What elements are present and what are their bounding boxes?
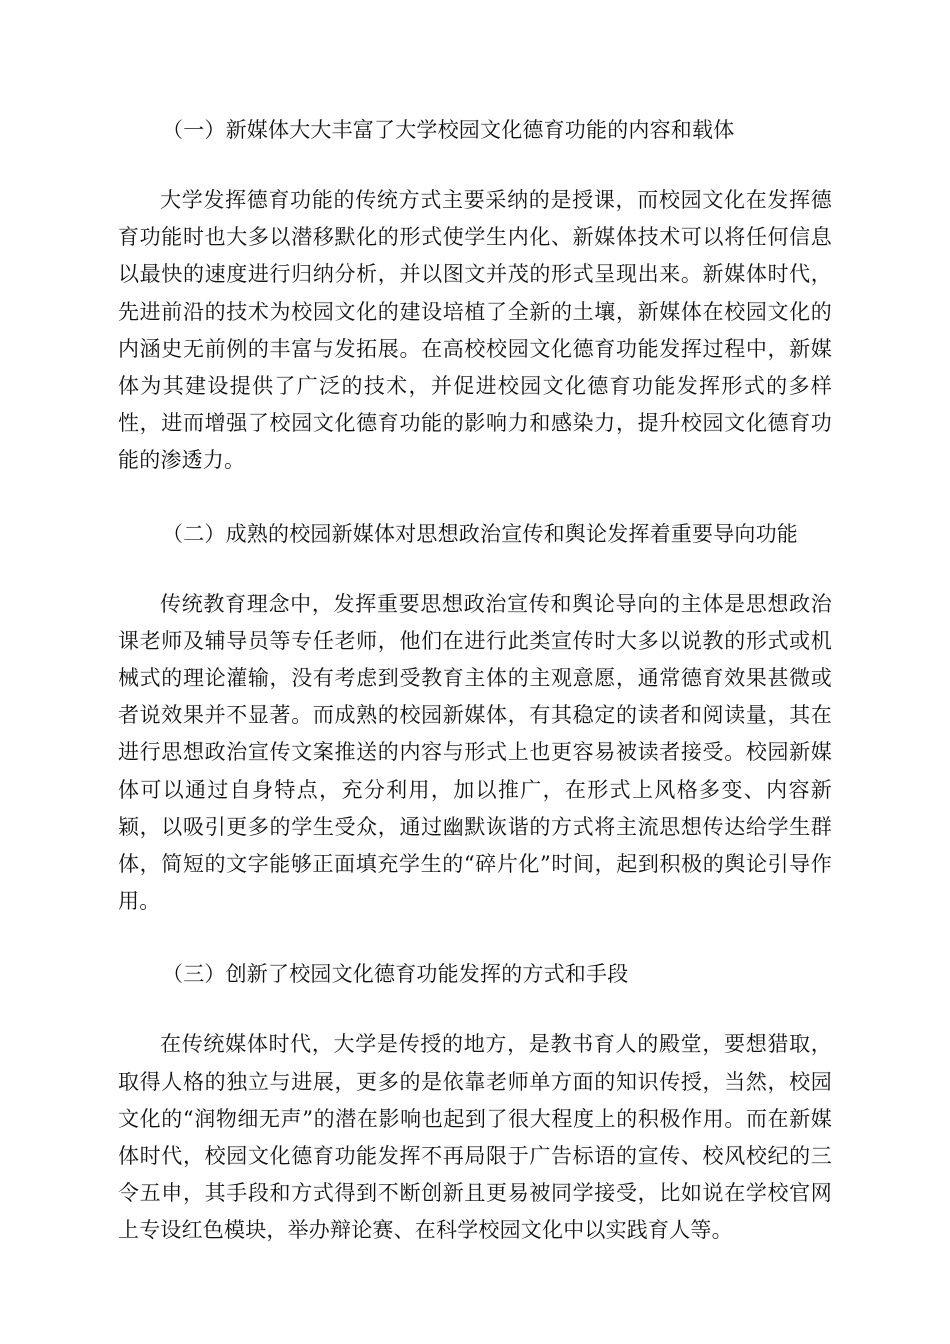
body-paragraph: 传统教育理念中，发挥重要思想政治宣传和舆论导向的主体是思想政治课老师及辅导员等专任老师，他们在进行此类宣传时大多以说教的形式或机械式的理论灌输，没有考虑到受教育主体的主观意愿，通常德育效果甚微或者说效果并不显著。而成熟的校园新媒体，有其稳定的读者和阅读量，其在进行思想政治宣传文案推送的内容与形式上也更容易被读者接受。校园新媒体可以通过自身特点，充分利用，加以推广，在形式上风格多变、内容新颖，以吸引更多的学生受众，通过幽默诙谐的方式将主流思想传达给学生群体，简短的文字能够正面填充学生的“碎片化”时间，起到积极的舆论引导作用。	[118, 591, 832, 914]
section-heading: （一）新媒体大大丰富了大学校园文化德育功能的内容和载体	[162, 118, 735, 142]
section-heading: （三）创新了校园文化德育功能发挥的方式和手段	[162, 962, 629, 987]
section-3	[118, 952, 832, 1249]
section-heading: （二）成熟的校园新媒体对思想政治宣传和舆论发挥着重要导向功能	[162, 521, 798, 546]
section-2	[118, 512, 832, 921]
body-paragraph: 在传统媒体时代，大学是传授的地方，是教书育人的殿堂，要想猎取，取得人格的独立与进展，更多的是依靠老师单方面的知识传授，当然，校园文化的“润物细无声”的潜在影响也起到了很大程度上的积极作用。而在新媒体时代，校园文化德育功能发挥不再局限于广告标语的宣传、校风校纪的三令五申，其手段和方式得到不断创新且更易被同学接受，比如说在学校官网上专设红色模块，举办辩论赛、在科学校园文化中以实践育人等。	[118, 1032, 832, 1243]
section-1	[118, 108, 832, 480]
body-paragraph: 大学发挥德育功能的传统方式主要采纳的是授课，而校园文化在发挥德育功能时也大多以潜移默化的形式使学生内化、新媒体技术可以将任何信息以最快的速度进行归纳分析，并以图文并茂的形式呈现出来。新媒体时代，先进前沿的技术为校园文化的建设培植了全新的土壤，新媒体在校园文化的内涵史无前例的丰富与发拓展。在高校校园文化德育功能发挥过程中，新媒体为其建设提供了广泛的技术，并促进校园文化德育功能发挥形式的多样性，进而增强了校园文化德育功能的影响力和感染力，提升校园文化德育功能的渗透力。	[118, 188, 832, 473]
